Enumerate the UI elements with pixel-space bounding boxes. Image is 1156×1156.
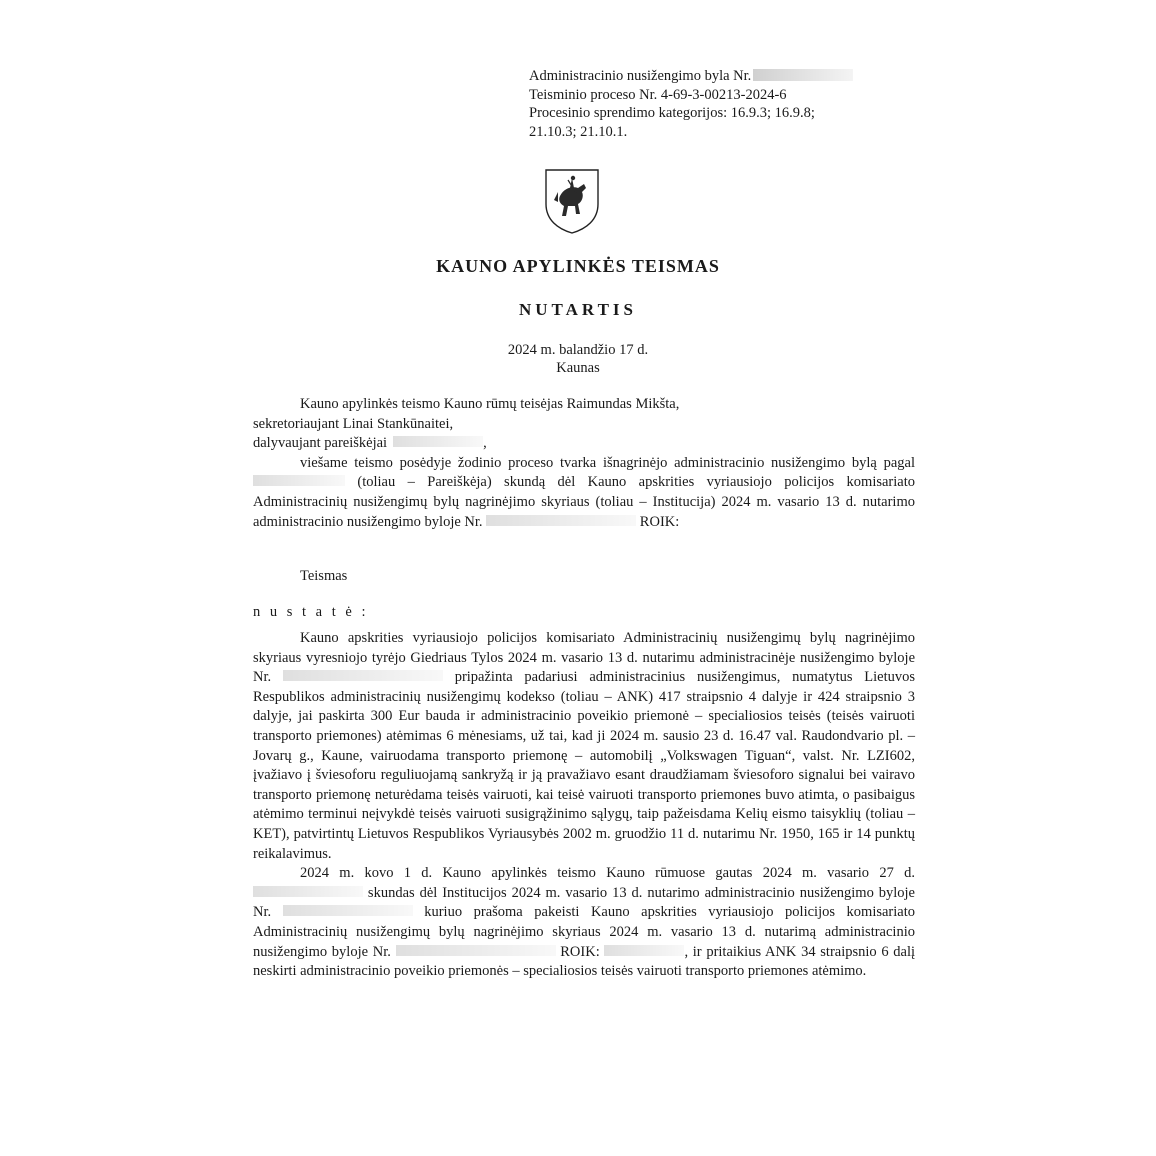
redacted-case-ref-3: [283, 905, 413, 916]
case-number-label: Administracinio nusižengimo byla Nr.: [529, 68, 752, 84]
participant-line: [253, 434, 915, 454]
process-number-line: Teisminio proceso Nr. 4-69-3-00213-2024-6: [529, 86, 787, 103]
decision-place: Kaunas: [556, 360, 600, 376]
court-label: Teismas: [300, 568, 348, 584]
participant-label: dalyvaujant pareiškėjai: [253, 435, 388, 452]
findings-1-text-a: Kauno apskrities vyriausiojo policijos komisariato Administracinių nusižengimų bylų nagrinėjimo skyriaus vyresniojo tyrėjo Giedriaus Tylos 2024 m. vasario 13 d. nutarimu administracinėje nusižengimo byloje Nr.: [253, 630, 915, 686]
coat-of-arms-icon: [542, 166, 602, 236]
redacted-participant: [393, 436, 483, 447]
hearing-text-a: viešame teismo posėdyje žodinio proceso tvarka išnagrinėjo administracinio nusižengimo bylą pagal: [300, 454, 915, 471]
hearing-text-b: (toliau – Pareiškėja) skundą dėl Kauno apskrities vyriausiojo policijos komisariato Administracinių nusižengimų bylų nagrinėjimo skyriaus (toliau – Institucija) 2024 m. vasario 13 d. nutarimo administracinio nusižengimo byloje Nr.: [253, 474, 916, 530]
case-number-line: [529, 67, 909, 86]
redacted-case-ref: [486, 515, 636, 526]
court-name: KAUNO APYLINKĖS TEISMAS: [436, 256, 720, 276]
findings-2-text-a: 2024 m. kovo 1 d. Kauno apylinkės teismo Kauno rūmuose gautas 2024 m. vasario 27 d.: [300, 865, 915, 882]
findings-2-text-d: ROIK:: [560, 943, 600, 960]
findings-2-text-b: skundas dėl Institucijos 2024 m. vasario 13 d. nutarimo administracinio nusižengimo byloje Nr.: [253, 884, 915, 921]
court-label-block: [253, 567, 915, 587]
established-label: n u s t a t ė :: [253, 604, 369, 620]
findings-paragraph-1: [253, 629, 915, 864]
hearing-paragraph: [253, 454, 915, 532]
secretary-line: sekretoriaujant Linai Stankūnaitei,: [253, 415, 454, 432]
findings-2-text-c: kuriuo prašoma pakeisti Kauno apskrities vyriausiojo policijos komisariato Administracinių nusižengimų bylų nagrinėjimo skyriaus 2024 m. vasario 13 d. nutarimą administracinio nusižengimo byloje Nr.: [253, 904, 915, 960]
category-line-2: 21.10.3; 21.10.1.: [529, 123, 628, 140]
document-type: NUTARTIS: [519, 300, 637, 319]
redacted-name: [253, 475, 345, 486]
findings-2-text-e: , ir pritaikius ANK 34 straipsnio 6 dalį neskirti administracinio poveikio priemonės – specialiosios teisės vairuoti transporto priemones atėmimo.: [253, 943, 916, 980]
judge-line: Kauno apylinkės teismo Kauno rūmų teisėjas Raimundas Mikšta,: [300, 396, 680, 412]
case-header: [529, 67, 909, 141]
redacted-name-2: [253, 886, 363, 897]
decision-date: 2024 m. balandžio 17 d.: [507, 342, 649, 358]
hearing-text-c: ROIK:: [639, 513, 680, 530]
findings-1-text-b: pripažinta padariusi administracinius nusižengimus, numatytus Lietuvos Respublikos administracinių nusižengimų kodekso (toliau – ANK) 417 straipsnio 4 dalyje ir 424 straipsnio 3 dalyje, jai paskirta 300 Eur bauda ir administracinio poveikio priemonė – specialiosios teisės (teisės vairuoti transporto priemones) atėmimas 6 mėnesiams, už tai, kad ji 2024 m. sausio 23 d. 16.47 val. Raudondvario pl. – Jovarų g., Kaune, vairuodama transporto priemonę – automobilį „Volkswagen Tiguan“, valst. Nr. LZI602, įvažiavo į šviesoforu reguliuojamą sankryžą ir ją pravažiavo esant draudžiamam šviesoforo signalui bei vairavo transporto priemonę neturėdama teisės vairuoti, kai teisė vairuoti transporto priemones buvo atimta, o pasibaigus atėmimo terminui neįvykdė teisės vairuoti susigrąžinimo sąlygų, taip pažeisdama Kelių eismo taisyklių (toliau – KET), patvirtintų Lietuvos Respublikos Vyriausybės 2002 m. gruodžio 11 d. nutarimu Nr. 1950, 165 ir 14 punktų reikalavimus.: [253, 669, 916, 862]
category-line-1: Procesinio sprendimo kategorijos: 16.9.3; 16.9.8;: [529, 105, 815, 121]
redacted-case-ref-4: [396, 945, 556, 956]
redacted-case-ref-5: [604, 945, 684, 956]
intro-section: [253, 395, 915, 532]
participant-end: ,: [483, 435, 487, 452]
redacted-case-number: [753, 69, 853, 81]
findings-paragraph-2: [253, 864, 915, 982]
established-block: [253, 603, 915, 623]
redacted-case-ref-2: [283, 670, 443, 681]
findings-section: [253, 629, 915, 982]
